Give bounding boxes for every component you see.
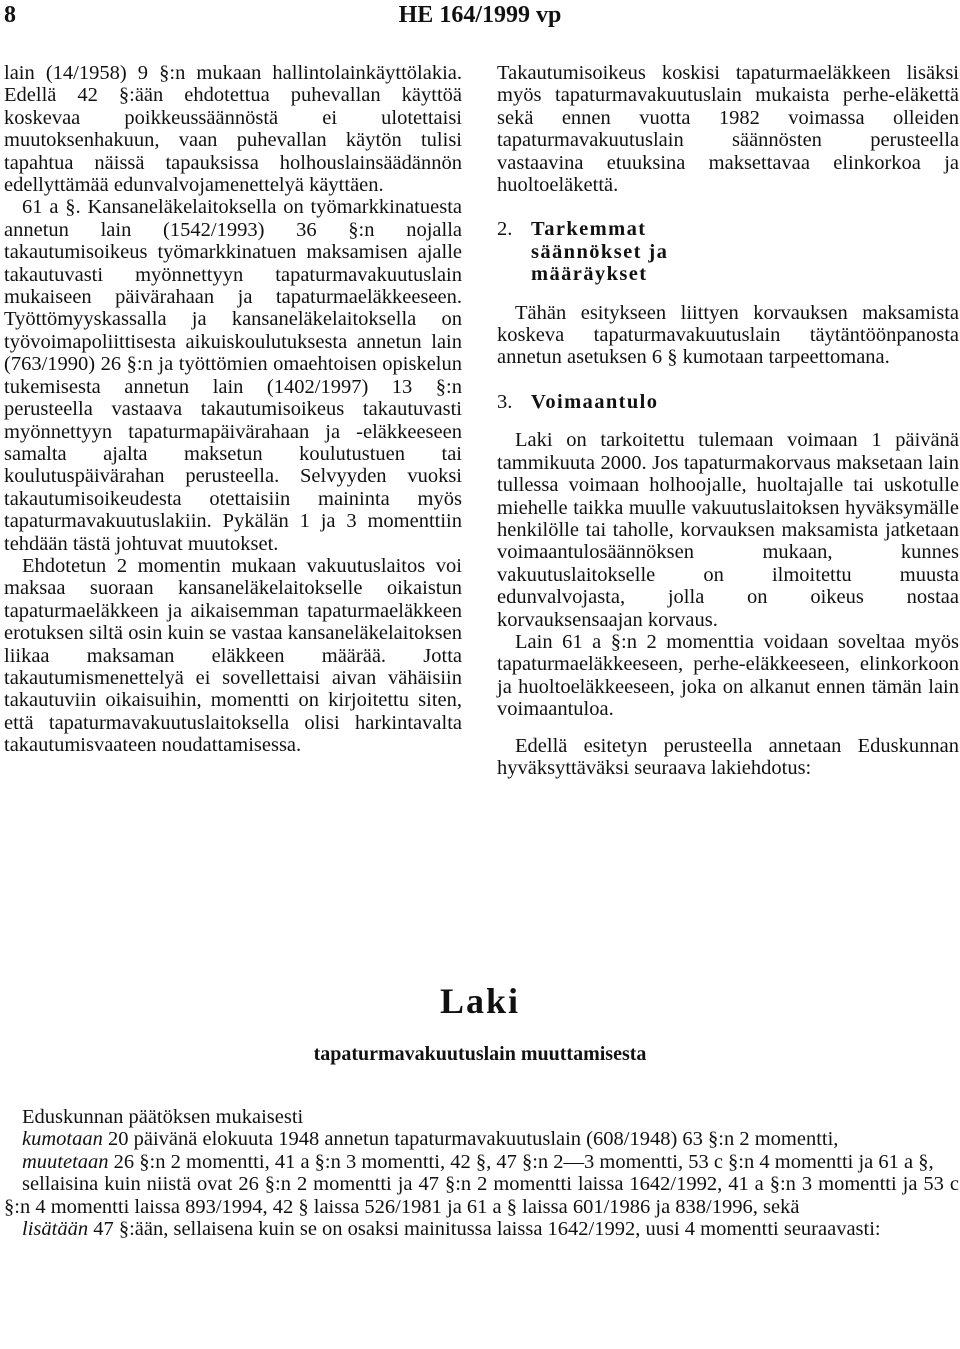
section-number: 2.	[497, 218, 513, 241]
law-preamble	[4, 1106, 959, 1240]
section-title: Tarkemmat säännökset ja määräykset	[531, 218, 669, 286]
right-paragraph-4: Lain 61 a §:n 2 momenttia voidaan soveltaa myös tapaturmaeläkkeeseen, perhe-eläkkeeseen, elinkorkoon ja huoltoeläkkeeseen, joka on alkanut ennen tämän lain voimaantuloa.	[497, 630, 959, 721]
amend-text: 26 §:n 2 momentti, 41 a §:n 3 momentti, 42 §, 47 §:n 2—3 momentti, 53 c §:n 4 momentti ja 61 a §,	[108, 1150, 934, 1173]
repeal-keyword: kumotaan	[22, 1128, 103, 1151]
section-heading-3	[497, 391, 959, 413]
law-version-clause: sellaisina kuin niistä ovat 26 §:n 2 momentti ja 47 §:n 2 momentti laissa 1642/1992, 41 a §:n 3 momentti ja 53 c §:n 4 momentti laissa 893/1994, 42 § laissa 526/1981 ja 61 a § laissa 601/1986 ja 838/1996, sekä	[4, 1173, 959, 1218]
right-paragraph-3: Laki on tarkoitettu tulemaan voimaan 1 päivänä tammikuuta 2000. Jos tapaturmakorvaus maksetaan lain tullessa voimaan holhoojalle, huoltajalle tai uskotulle miehelle taikka muulle vakuutuslaitoksen hyväksymälle henkilölle tai taholle, korvauksen maksamista jatketaan voimaantulosäännöksen mukaan, kunnes vakuutuslaitokselle on ilmoitettu muusta edunvalvojasta, jolla on oikeus nostaa korvauksensaajan korvaus.	[497, 429, 959, 631]
amend-keyword: muutetaan	[22, 1150, 109, 1173]
law-repeal-clause	[4, 1128, 959, 1150]
right-paragraph-2: Tähän esitykseen liittyen korvauksen maksamista koskeva tapaturmavakuutuslain täytäntöönpanosta annetun asetuksen 6 § kumotaan tarpeettomana.	[497, 301, 959, 369]
right-column	[497, 62, 959, 779]
left-paragraph-2: 61 a §. Kansaneläkelaitoksella on työmarkkinatuesta annetun lain (1542/1993) 36 §:n nojalla takautumisoikeus työmarkkinatuen maksamisen ajalle takautuvasti myönnettyyn tapaturmavakuutuslain mukaiseen päivärahaan ja tapaturmaeläkkeeseen. Työttömyyskassalla ja kansaneläkelaitoksella on työvoimapoliittisesta aikuiskoulutuksesta annetun lain (763/1990) 26 §:n ja työttömien omaehtoisen opiskelun tukemisesta annetun lain (1402/1997) 13 §:n perusteella vastaava takautumisoikeus takautuvasti myönnettyyn tapaturmapäivärahaan ja -eläkkeeseen samalta ajalta maksetun koulutustuen tai koulutuspäivärahan perusteella. Selvyyden vuoksi takautumisoikeudesta otettaisiin maininta myös tapaturmavakuutuslakiin. Pykälän 1 ja 3 momenttiin tehdään tästä johtuvat muutokset.	[4, 196, 462, 555]
right-paragraph-1: Takautumisoikeus koskisi tapaturmaeläkkeen lisäksi myös tapaturmavakuutuslain mukaista perhe-eläkettä sekä ennen vuotta 1982 voimassa olleiden tapaturmavakuutuslain säännösten perusteella vastaavina etuuksina maksettavaa elinkorkoa ja huoltoeläkettä.	[497, 62, 959, 197]
document-id: HE 164/1999 vp	[398, 2, 562, 28]
section-title: Voimaantulo	[531, 390, 659, 413]
section-number: 3.	[497, 390, 513, 413]
law-intro: Eduskunnan päätöksen mukaisesti	[22, 1106, 304, 1128]
repeal-text: 20 päivänä elokuuta 1948 annetun tapaturmavakuutuslain (608/1948) 63 §:n 2 momentti,	[102, 1128, 839, 1151]
law-subtitle: tapaturmavakuutuslain muuttamisesta	[313, 1043, 647, 1065]
section-heading-2	[497, 218, 959, 285]
add-text: 47 §:ään, sellaisena kuin se on osaksi mainitussa laissa 1642/1992, uusi 4 momentti seuraavasti:	[88, 1218, 881, 1241]
add-keyword: lisätään	[22, 1218, 89, 1241]
law-amend-clause	[4, 1151, 959, 1173]
law-title: Laki	[439, 981, 521, 1021]
page-number: 8	[4, 2, 16, 28]
right-paragraph-5: Edellä esitetyn perusteella annetaan Eduskunnan hyväksyttäväksi seuraava lakiehdotus:	[497, 734, 959, 779]
left-paragraph-3: Ehdotetun 2 momentin mukaan vakuutuslaitos voi maksaa suoraan kansaneläkelaitokselle oikaistun tapaturmaeläkkeen ja aikaisemman tapaturmaeläkkeen erotuksen siltä osin kuin se vastaa kansaneläkelaitoksen liikaa maksaman eläkkeen määrää. Jotta takautumismenettelyä ei sovellettaisi aivan vähäisiin takautuviin oikaisuihin, momentti on kirjoitettu siten, että tapaturmavakuutuslaitoksella olisi harkintavalta takautumisvaateen noudattamisessa.	[4, 554, 462, 757]
law-add-clause	[4, 1218, 959, 1240]
left-column	[4, 62, 462, 757]
left-paragraph-1: lain (14/1958) 9 §:n mukaan hallintolainkäyttölakia. Edellä 42 §:ään ehdotettua puhevallan käyttöä koskevaa poikkeussäännöstä ei ulotettaisi muutoksenhakuun, vaan puhevallan käytön tulisi tapahtua näissä tapauksissa holhouslainsäädännön edellyttämää edunvalvojamenettelyä käyttäen.	[4, 62, 462, 197]
